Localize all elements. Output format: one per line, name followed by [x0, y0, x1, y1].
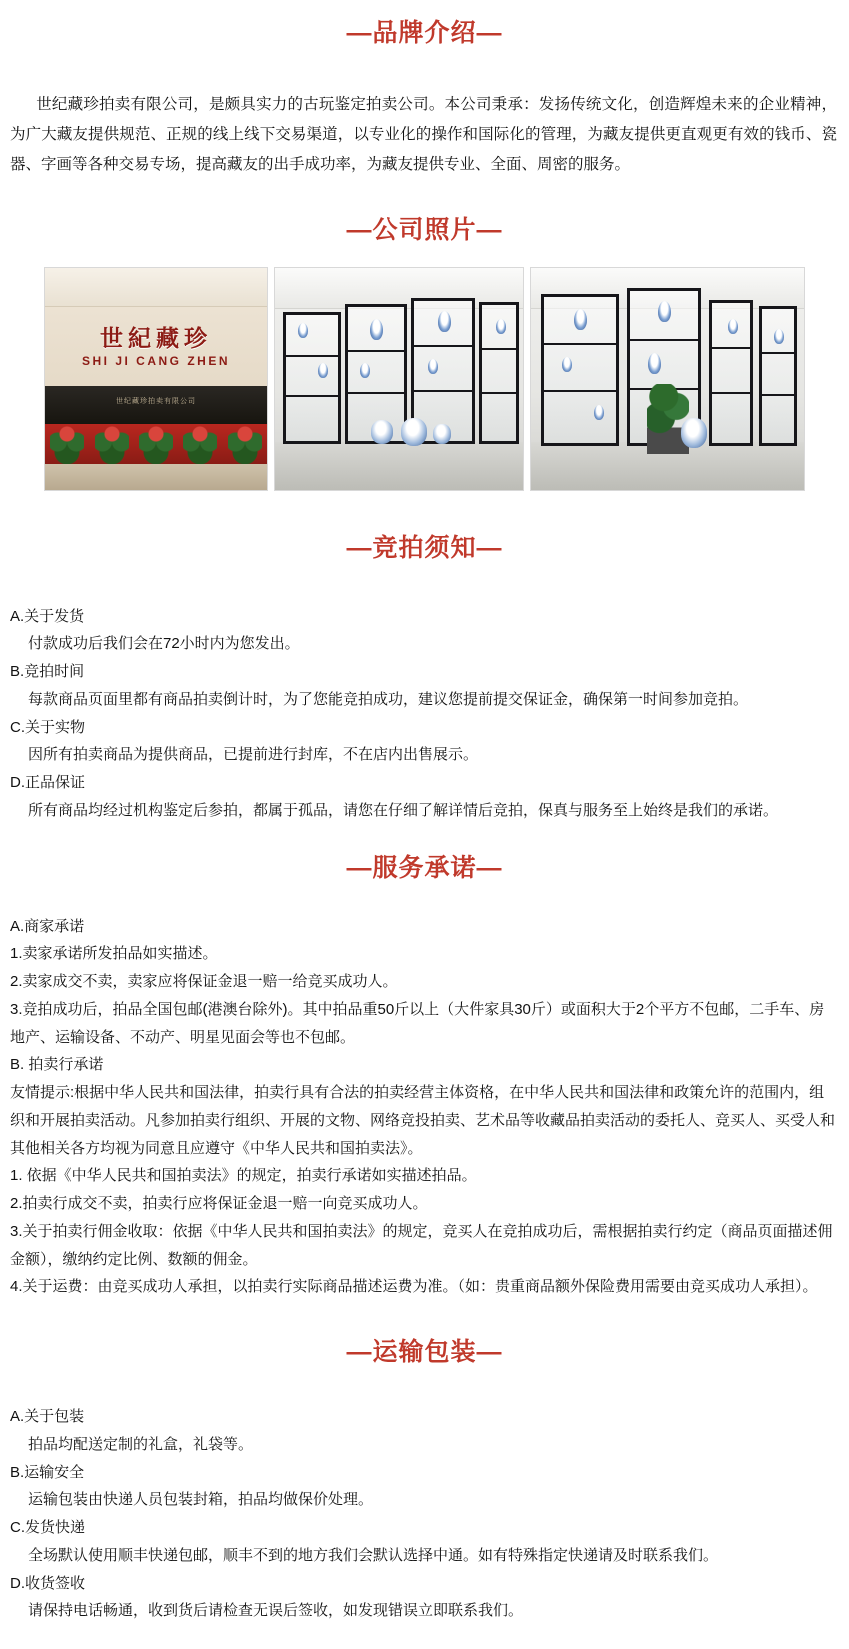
porcelain-vase-icon: [360, 363, 370, 378]
plant-icon: [50, 424, 84, 464]
bid-notice-item-sub: 所有商品均经过机构鉴定后参拍，都属于孤品，请您在仔细了解详情后竞拍，保真与服务至上始终是我们的承诺。: [28, 801, 779, 819]
service-promise-line: 2.卖家成交不卖，卖家应将保证金退一赔一给竞买成功人。: [10, 973, 398, 991]
porcelain-vase-icon: [594, 405, 604, 420]
porcelain-jar-icon: [371, 420, 393, 444]
bid-notice-item-sub: 每款商品页面里都有商品拍卖倒计时，为了您能竞拍成功，建议您提前提交保证金，确保第一时间参加竞拍。: [28, 690, 749, 708]
service-promise-line: 2.拍卖行成交不卖，拍卖行应将保证金退一赔一向竞买成功人。: [10, 1195, 428, 1213]
reception-counter-text: 世纪藏珍拍卖有限公司: [116, 397, 196, 405]
porcelain-vase-icon: [774, 329, 784, 344]
shipping-item-lead: D.收货签收: [10, 1574, 86, 1592]
shipping-item-sub: 运输包装由快递人员包装封箱，拍品均做保价处理。: [28, 1491, 374, 1509]
bid-notice-item-lead: B.竞拍时间: [10, 663, 85, 681]
plant-icon: [183, 424, 217, 464]
porcelain-vase-icon: [648, 353, 661, 374]
shipping-list: [0, 1403, 849, 1625]
plant-icon: [228, 424, 262, 464]
shipping-item-lead: C.发货快递: [10, 1519, 86, 1537]
porcelain-vase-icon: [298, 323, 308, 338]
service-promise-section-title: —服务承诺—: [346, 853, 503, 882]
brand-section-title: —品牌介绍—: [346, 19, 503, 47]
shipping-item-sub: 全场默认使用顺丰快递包邮，顺丰不到的地方我们会默认选择中通。如有特殊指定快递请及时联系我们。: [28, 1546, 719, 1564]
bid-notice-list: [0, 603, 849, 825]
bid-notice-section-title: —竞拍须知—: [346, 533, 503, 562]
bid-notice-item-sub: 付款成功后我们会在72小时内为您发出。: [28, 635, 300, 653]
porcelain-jar-icon: [681, 418, 707, 448]
reception-plant-row: [45, 418, 267, 464]
service-promise-line: 1.卖家承诺所发拍品如实描述。: [10, 945, 218, 963]
display-cabinet: [541, 294, 619, 446]
display-cabinet: [709, 300, 753, 446]
porcelain-vase-icon: [318, 363, 328, 378]
porcelain-vase-icon: [496, 319, 506, 334]
shipping-item-sub: 请保持电话畅通，收到货后请检查无误后签收，如发现错误立即联系我们。: [28, 1602, 524, 1620]
service-promise-line: A.商家承诺: [10, 917, 85, 935]
brand-intro-text: 世纪藏珍拍卖有限公司，是颇具实力的古玩鉴定拍卖公司。本公司秉承：发扬传统文化，创造辉煌未来的企业精神，为广大藏友提供规范、正规的线上线下交易渠道，以专业化的操作和国际化的管理，为藏友提供更直观更有效的钱币、瓷器、字画等各种交易专场，提高藏友的出手成功率，为藏友提供专业、全面、周密的服务。: [10, 96, 837, 174]
porcelain-jar-icon: [401, 418, 427, 446]
shipping-item-lead: B.运输安全: [10, 1463, 85, 1481]
porcelain-vase-icon: [370, 319, 383, 340]
service-promise-line: B. 拍卖行承诺: [10, 1056, 104, 1074]
porcelain-vase-icon: [728, 319, 738, 334]
reception-ceiling: [45, 268, 267, 307]
porcelain-vase-icon: [438, 311, 451, 332]
bid-notice-item-lead: A.关于发货: [10, 607, 85, 625]
plant-icon: [95, 424, 129, 464]
showroom-floor: [275, 442, 523, 490]
shipping-item-lead: A.关于包装: [10, 1408, 85, 1426]
shipping-item-sub: 拍品均配送定制的礼盒，礼袋等。: [28, 1435, 254, 1453]
photos-section-title: —公司照片—: [346, 215, 503, 244]
service-promise-line: 4.关于运费：由竞买成功人承担，以拍卖行实际商品描述运费为准。（如：贵重商品额外保险费用需要由竞买成功人承担）。: [10, 1278, 818, 1296]
brand-logo-pinyin: SHI JI CANG ZHEN: [81, 353, 230, 368]
shipping-section-title: —运输包装—: [346, 1338, 503, 1367]
porcelain-vase-icon: [574, 309, 587, 330]
reception-photo: [44, 267, 268, 491]
brand-intro-paragraph: [0, 90, 849, 181]
bid-notice-item-lead: D.正品保证: [10, 774, 86, 792]
company-photo-gallery: [0, 267, 849, 491]
showroom-photo-1: [274, 267, 524, 491]
porcelain-jar-icon: [433, 424, 451, 444]
showroom-photo-2: [530, 267, 805, 491]
porcelain-vase-icon: [658, 301, 671, 322]
service-promise-line: 1. 依据《中华人民共和国拍卖法》的规定，拍卖行承诺如实描述拍品。: [10, 1167, 477, 1185]
display-cabinet: [283, 312, 341, 444]
brand-logo-chinese: 世紀藏珍: [100, 325, 212, 351]
potted-plant-icon: [647, 384, 689, 454]
service-promise-line: 3.关于拍卖行佣金收取：依据《中华人民共和国拍卖法》的规定，竞买人在竞拍成功后，需根据拍卖行约定（商品页面描述佣金额），缴纳约定比例、数额的佣金。: [10, 1222, 833, 1268]
service-promise-line: 3.竞拍成功后，拍品全国包邮(港澳台除外)。其中拍品重50斤以上（大件家具30斤）或面积大于2个平方不包邮，二手车、房地产、运输设备、不动产、明星见面会等也不包邮。: [10, 1000, 825, 1046]
reception-floor: [45, 464, 267, 490]
display-cabinet: [479, 302, 519, 444]
service-promise-list: [0, 913, 849, 1302]
display-cabinet: [759, 306, 797, 446]
porcelain-vase-icon: [428, 359, 438, 374]
bid-notice-item-sub: 因所有拍卖商品为提供商品，已提前进行封库，不在店内出售展示。: [28, 746, 479, 764]
service-promise-line: 友情提示:根据中华人民共和国法律，拍卖行具有合法的拍卖经营主体资格，在中华人民共和国法律和政策允许的范围内，组织和开展拍卖活动。凡参加拍卖行组织、开展的文物、网络竞投拍卖、艺术品等收藏品拍卖活动的委托人、竞买人、买受人和其他相关各方均视为同意且应遵守《中华人民共和国拍卖法》。: [10, 1084, 836, 1157]
bid-notice-item-lead: C.关于实物: [10, 718, 86, 736]
plant-icon: [139, 424, 173, 464]
porcelain-vase-icon: [562, 357, 572, 372]
